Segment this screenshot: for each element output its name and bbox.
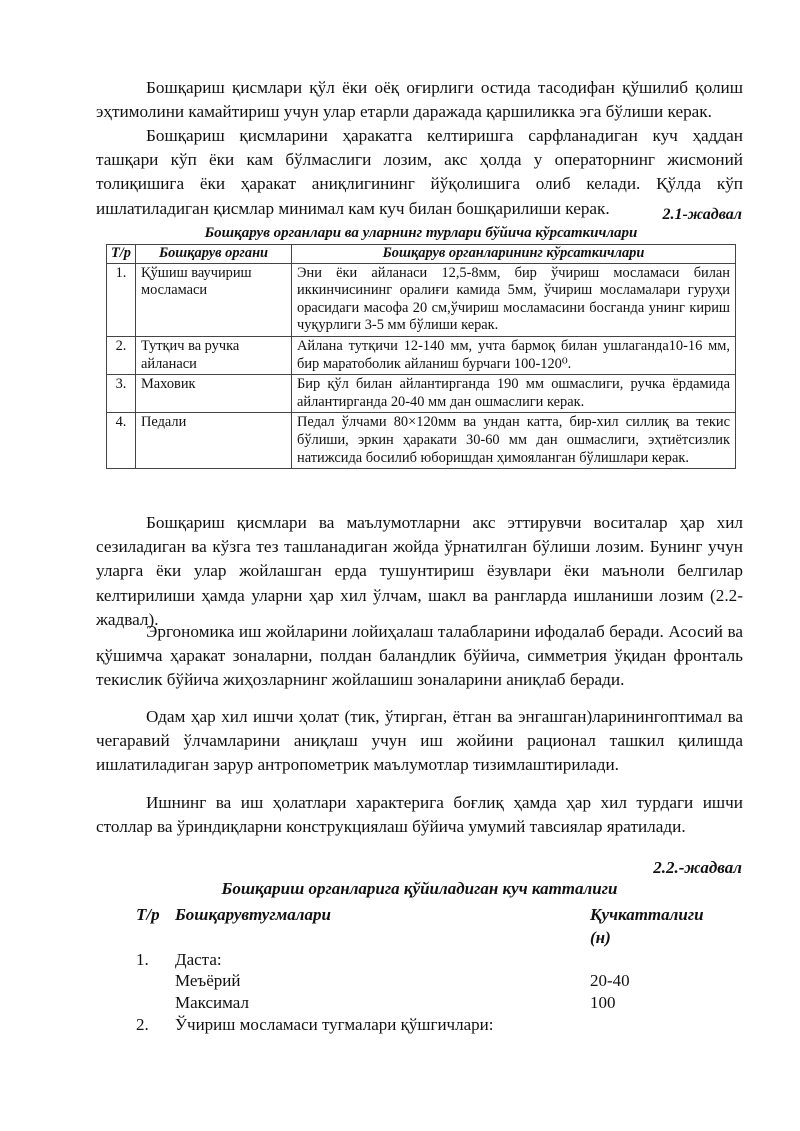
paragraph: Бошқариш қисмларини ҳаракатга келтиришга сарфланадиган куч ҳаддан ташқари кўп ёки кам бўлмаслиги лозим, акс ҳолда у операторнинг жисмоний толиқишига ёки ҳаракат аниқлигининг йўқолишига олиб келади. Қўлда кўп ишлатиладиган қисмлар минимал кам куч билан бошқарилиши керак. (96, 126, 743, 218)
control-name: Даста: (175, 950, 222, 969)
column-header: Бошқарув органларининг кўрсаткичлари (292, 245, 736, 264)
table-row (107, 336, 736, 374)
column-header: Т/р (107, 245, 136, 264)
paragraph: Ишнинг ва иш ҳолатлари характерига боғлиқ ҳамда ҳар хил турдаги ишчи столлар ва ўриндиқларни конструкциялаш бўйича умумий тавсиялар яратилади. (96, 793, 743, 837)
column-header-unit: (н) (590, 928, 611, 947)
table-title: Бошқариш органларига қўйиладиган куч катталиги (221, 879, 618, 898)
table-row (107, 263, 736, 336)
paragraph: Эргономика иш жойларини лойиҳалаш талабларини ифодалаб беради. Асосий ва қўшимча ҳаракат зоналарни, полдан баландлик бўйича, симметрия ўқидан фронталь текислик бўйича жиҳозларнинг жойлашиш зоналарини аниқлаб беради. (96, 622, 743, 690)
force-value: 20-40 (590, 971, 630, 990)
controls-table (106, 244, 736, 469)
table-title: Бошқарув органлари ва уларнинг турлари бўйича кўрсаткичлари (204, 225, 638, 241)
paragraph: Бошқариш қисмлари ва маълумотларни акс эттирувчи воситалар ҳар хил сезиладиган ва кўзга тез ташланадиган жойда ўрнатилган бўлиши лозим. Бунинг учун уларга ёки улар жойлашган ерда тушунтириш ёзувлари ёки маъноли белгилар келтирилиши ҳамда уларни ҳар хил ўлчам, шакл ва рангларда ишланиши лозим (2.2-жадвал). (96, 513, 743, 629)
control-description: Айлана тутқичи 12-140 мм, учта бармоқ билан ушлаганда10-16 мм, бир маратоболик айланиш бурчаги 100-120⁰. (292, 336, 736, 374)
row-number: 1. (136, 950, 149, 969)
table-row (107, 413, 736, 469)
column-header: Бошқарув органи (136, 245, 292, 264)
control-name: Қўшиш ваучириш мосламаси (136, 263, 292, 336)
force-value: 100 (590, 993, 616, 1012)
column-header-number: Т/р (136, 905, 160, 924)
control-name: Маховик (136, 375, 292, 413)
control-name: Тутқич ва ручка айланаси (136, 336, 292, 374)
column-header-control: Бошқарувтугмалари (175, 905, 331, 924)
table-caption: 2.1-жадвал (662, 206, 742, 223)
control-name: Максимал (175, 993, 249, 1012)
column-header-force: Қучкатталиги (590, 905, 704, 924)
control-name: Ўчириш мосламаси тугмалари қўшгичлари: (175, 1015, 494, 1034)
control-description: Бир қўл билан айлантирганда 190 мм ошмаслиги, ручка ёрдамида айлантирганда 20-40 мм дан ошмаслиги керак. (292, 375, 736, 413)
control-name: Меъёрий (175, 971, 241, 990)
row-number: 2. (136, 1015, 149, 1034)
row-number: 1. (107, 263, 136, 336)
table-row (107, 375, 736, 413)
control-description: Эни ёки айланаси 12,5-8мм, бир ўчириш мосламаси билан иккинчисининг оралиғи камида 5мм, ўчириш мосламалари гуруҳи орасидаги масофа 20 см,ўчириш мосламасини босганда унинг кириш чуқурлиги 3-5 мм бўлиши керак. (292, 263, 736, 336)
row-number: 2. (107, 336, 136, 374)
paragraph: Бошқариш қисмлари қўл ёки оёқ оғирлиги остида тасодифан қўшилиб қолиш эҳтимолини камайтириш учун улар етарли даражада қаршиликка эга бўлиши керак. (96, 78, 743, 122)
row-number: 4. (107, 413, 136, 469)
row-number: 3. (107, 375, 136, 413)
table-header-row (107, 245, 736, 264)
table-caption: 2.2.-жадвал (653, 858, 742, 877)
control-name: Педали (136, 413, 292, 469)
control-description: Педал ўлчами 80×120мм ва ундан катта, бир-хил силлиқ ва текис бўлиши, эркин ҳаракати 30-60 мм дан ошмаслиги, эҳтиётсизлик натижсида босилиб юборишдан ҳимояланган бўлишлари керак. (292, 413, 736, 469)
paragraph: Одам ҳар хил ишчи ҳолат (тик, ўтирган, ётган ва энгашган)ларинингоптимал ва чегаравий ўлчамларини аниқлаш учун иш жойини рационал ташкил қилишда ишлатиладиган зарур антропометрик маълумотлар тизимлаштирилади. (96, 707, 743, 775)
